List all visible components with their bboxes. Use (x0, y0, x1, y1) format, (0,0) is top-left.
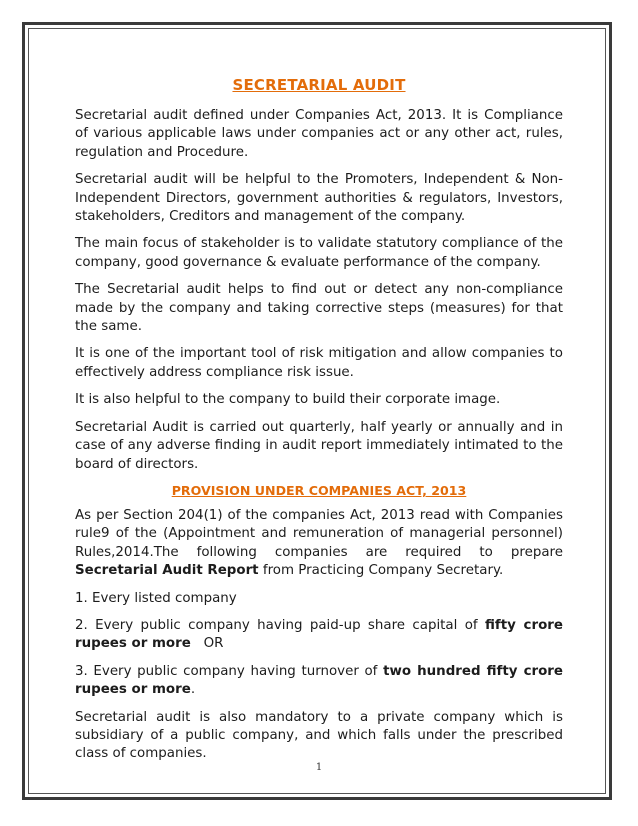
paragraph-private-company: Secretarial audit is also mandatory to a private company which is subsidiary of a public company, and which falls under the prescribed class of companies. (75, 709, 563, 762)
list-item-2 (75, 617, 563, 654)
page-number: 1 (315, 762, 323, 773)
provision-heading: PROVISION UNDER COMPANIES ACT, 2013 (171, 482, 467, 498)
document-title: SECRETARIAL AUDIT (232, 76, 406, 94)
list-item-2-bold: fifty crore rupees or more (75, 617, 563, 652)
provision-intro-tail: from Practicing Company Secretary. (258, 563, 504, 579)
list-item-3 (75, 663, 563, 700)
paragraph-frequency: Secretarial Audit is carried out quarterly, half yearly or annually and in case of any adverse finding in audit report immediately intimated to the board of directors. (75, 419, 563, 472)
list-item-3-bold: two hundred fifty crore rupees or more (75, 663, 563, 698)
paragraph-corporate-image: It is also helpful to the company to build their corporate image. (75, 392, 501, 408)
provision-intro-text: As per Section 204(1) of the companies Act, 2013 read with Companies rule9 of the (Appointment and remuneration of managerial personnel) Rules,2014.The following companies are required to prepare (75, 507, 563, 560)
provision-intro (75, 507, 563, 581)
list-item-3-text: 3. Every public company having turnover of (75, 663, 384, 679)
paragraph-main-focus: The main focus of stakeholder is to validate statutory compliance of the company, good governance & evaluate performance of the company. (75, 236, 563, 270)
list-item-2-tail: OR (190, 636, 224, 652)
provision-intro-bold: Secretarial Audit Report (75, 563, 259, 579)
paragraph-helpful-to: Secretarial audit will be helpful to the Promoters, Independent & Non-Independent Directors, government authorities & regulators, Investors, stakeholders, Creditors and management of the company. (75, 172, 563, 225)
list-item-1: 1. Every listed company (75, 590, 237, 606)
list-item-2-text: 2. Every public company having paid-up share capital of (75, 617, 485, 633)
list-item-3-tail: . (190, 682, 196, 698)
document-body (75, 76, 563, 773)
paragraph-risk-mitigation: It is one of the important tool of risk mitigation and allow companies to effectively address compliance risk issue. (75, 346, 563, 380)
paragraph-detect: The Secretarial audit helps to find out or detect any non-compliance made by the company and taking corrective steps (measures) for that the same. (75, 282, 563, 335)
paragraph-definition: Secretarial audit defined under Companies Act, 2013. It is Compliance of various applicable laws under companies act or any other act, rules, regulation and Procedure. (75, 108, 563, 160)
